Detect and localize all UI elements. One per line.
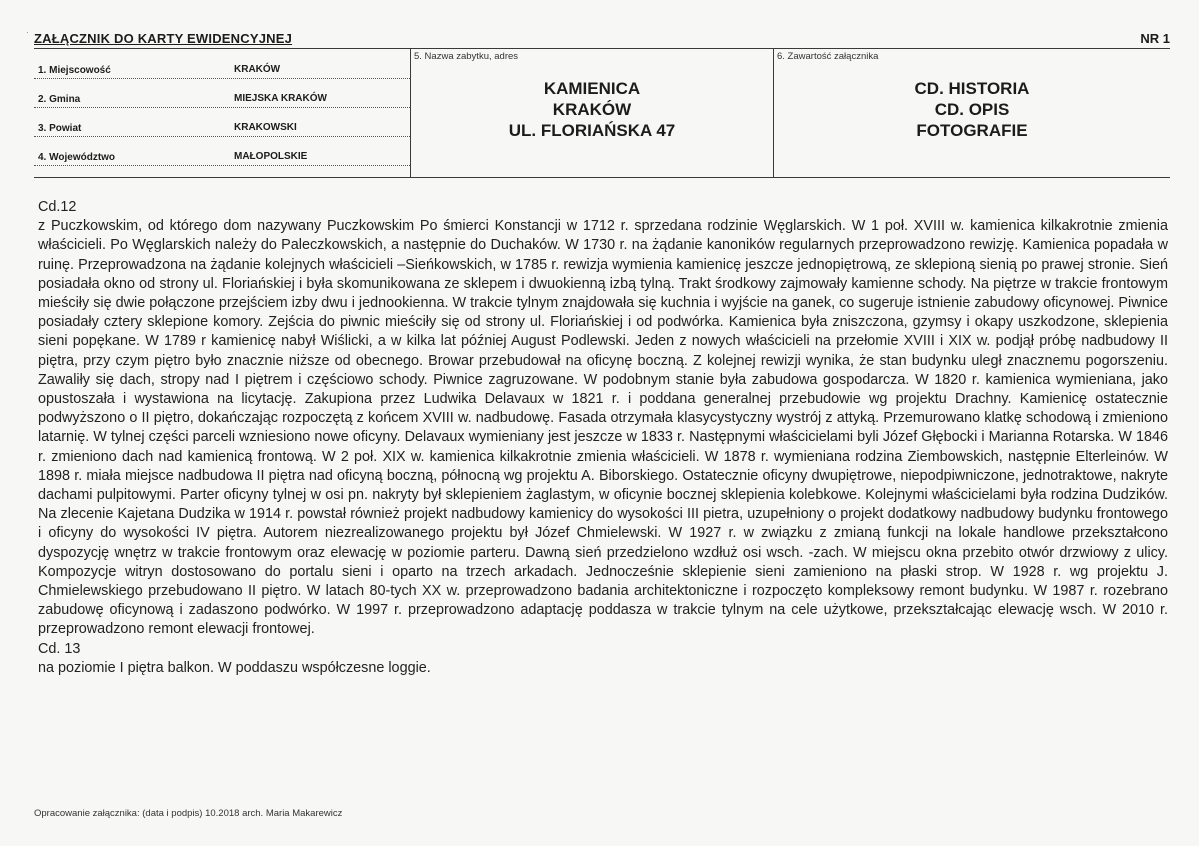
attachment-title: ZAŁĄCZNIK DO KARTY EWIDENCYJNEJ [34,31,293,46]
header-top-rule [34,48,1170,49]
field-label-locality: 1. Miejscowość [38,65,111,76]
contents-box-content [774,78,1170,141]
document-body [38,198,1168,678]
monument-city: KRAKÓW [552,100,632,119]
attachment-number: NR 1 [1140,31,1170,46]
field-rule [34,165,410,166]
field-label-county: 3. Powiat [38,123,82,134]
field-value-commune: MIEJSKA KRAKÓW [234,93,327,104]
section-heading-cd13: Cd. 13 [38,640,81,657]
monument-box-content [411,78,773,141]
field-label-commune: 2. Gmina [38,94,81,105]
field-rule [34,136,410,137]
contents-description: CD. OPIS [934,100,1010,119]
monument-box-caption: 5. Nazwa zabytku, adres [414,51,519,62]
prepared-by-footer: Opracowanie załącznika: (data i podpis) 10.2018 arch. Maria Makarewicz [34,808,343,819]
contents-history: CD. HISTORIA [914,79,1030,98]
field-rule [34,78,410,79]
section-heading-cd12: Cd.12 [38,199,77,215]
contents-photos: FOTOGRAFIE [916,121,1028,140]
description-paragraph: na poziomie I piętra balkon. W poddaszu współczesne loggie. [38,659,431,676]
field-rule [34,107,410,108]
monument-address: UL. FLORIAŃSKA 47 [508,121,676,140]
corner-mark: · [26,28,29,37]
field-value-voivodeship: MAŁOPOLSKIE [234,151,308,162]
header-bottom-rule [34,177,1170,178]
field-value-county: KRAKOWSKI [234,122,297,133]
contents-box-caption: 6. Zawartość załącznika [777,51,879,62]
history-paragraph: z Puczkowskim, od którego dom nazywany Puczkowskim Po śmierci Konstancji w 1712 r. sprzedana rodzinie Węglarskich. W 1 poł. XVIII w. kamienica kilkakrotnie zmienia właścicieli. Po Węglarskich należy do Paleczkowskich, a następnie do Duchaków. W 1730 r. na żądanie kanoników regularnych przeprowadzono rewizję. Kamienica popadała w ruinę. Przeprowadzona na żądanie kolejnych właścicieli –Sieńkowskich, w 1785 r. rewizja wymienia kamienicę jeszcze jednopiętrową, ze sklepioną sienią po prawej stronie. Sień posiadała okno od strony ul. Floriańskiej i była skomunikowana ze sklepem i dwuokienną izbą tylną. Trakt środkowy zajmowały kamienne schody. Na piętrze w trakcie frontowym mieściły się dwie połączone przejściem izby dwu i jednookienna. W trakcie tylnym znajdowała się kuchnia i wyjście na ganek, co sugeruje istnienie zabudowy oficynowej. Piwnice posiadały cztery sklepione komory. Zejścia do piwnic mieściły się od strony ul. Floriańskiej i od podwórka. Kamienica była zniszczona, gzymsy i okapy uszkodzone, sklepienia sieni popękane. W 1789 r kamienicę nabył Wiślicki, a w kilka lat później August Podlewski. Jeden z nowych właścicieli na przełomie XVIII i XIX w. podjął próbę nadbudowy II piętra, przy czym piętro było znacznie niższe od obecnego. Browar przebudował na oficynę boczną. Z kolejnej rewizji wynika, że stan budynku uległ znacznemu pogorszeniu. Zawaliły się dach, stropy nad I piętrem i częściowo schody. Piwnice zagruzowane. W podobnym stanie była zabudowa gospodarcza. W 1820 r. kamienica wymieniana, jako opustoszała i wystawiona na licytację. Zakupiona przez Ludwika Delavaux w 1821 r. i poddana generalnej przebudowie wg projektu Drachny. Kamienicę ostatecznie podwyższono o II piętro, dokańczając rozpoczętą z końcem XVIII w. nadbudowę. Fasada otrzymała klasycystyczny wystrój z attyką. Przemurowano klatkę schodową i zmieniono latarnię. W tylnej części parceli wzniesiono nowe oficyny. Delavaux wymieniany jest jeszcze w 1833 r. Następnymi właścicielami byli Józef Głębocki i Marianna Rotarska. W 1846 r. zmieniono dach nad kamienicą frontową. W 2 poł. XIX w. kamienica kilkakrotnie zmienia właścicieli. W 1878 r. wymieniana rodzina Ziembowskich, następnie Elterleinów. W 1898 r. miała miejsce nadbudowa II piętra nad oficyną boczną, północną wg projektu A. Biborskiego. Ostatecznie oficyny dwupiętrowe, niepodpiwniczone, jednotraktowe, nakryte dachami pulpitowymi. Parter oficyny tylnej w osi pn. nakryty był sklepieniem żaglastym, w oficynie bocznej sklepienia kolebkowe. Kolejnymi właścicielami była rodzina Dudzików. Na zlecenie Kajetana Dudzika w 1914 r. powstał również projekt nadbudowy kamienicy do wysokości III pietra, uzupełniony o projekt dodatkowy nadbudowy budynku frontowego i oficyny do wysokości IV piętra. Autorem niezrealizowanego projektu był Józef Chmielewski. W 1927 r. w związku z zmianą funkcji na lokale handlowe przekształcono dyspozycję wnętrz w trakcie frontowym oraz elewację w poziomie parteru. Dawną sień przedzielono wzdłuż osi wsch. -zach. W miejscu okna przebito otwór drzwiowy z ulicy. Kompozycje witryn dostosowano do portalu sieni i oparto na trzech arkadach. Jednocześnie sklepienie sieni zamieniono na płaski strop. W 1928 r. wg projektu J. Chmielewskiego przebudowano II piętro. W latach 80-tych XX w. przeprowadzono badania architektoniczne i rozpoczęto kompleksowy remont budynku. W 1987 r. rozebrano zabudowę oficynową i zadaszono podwórko. W 1997 r. przeprowadzono adaptację poddasza w trakcie tylnym na cele użytkowe, przekształcając elewację wsch. W 2010 r. przeprowadzono remont elewacji frontowej. [38,218,1168,638]
monument-type: KAMIENICA [543,79,641,98]
field-label-voivodeship: 4. Województwo [38,152,116,163]
field-value-locality: KRAKÓW [234,64,281,75]
